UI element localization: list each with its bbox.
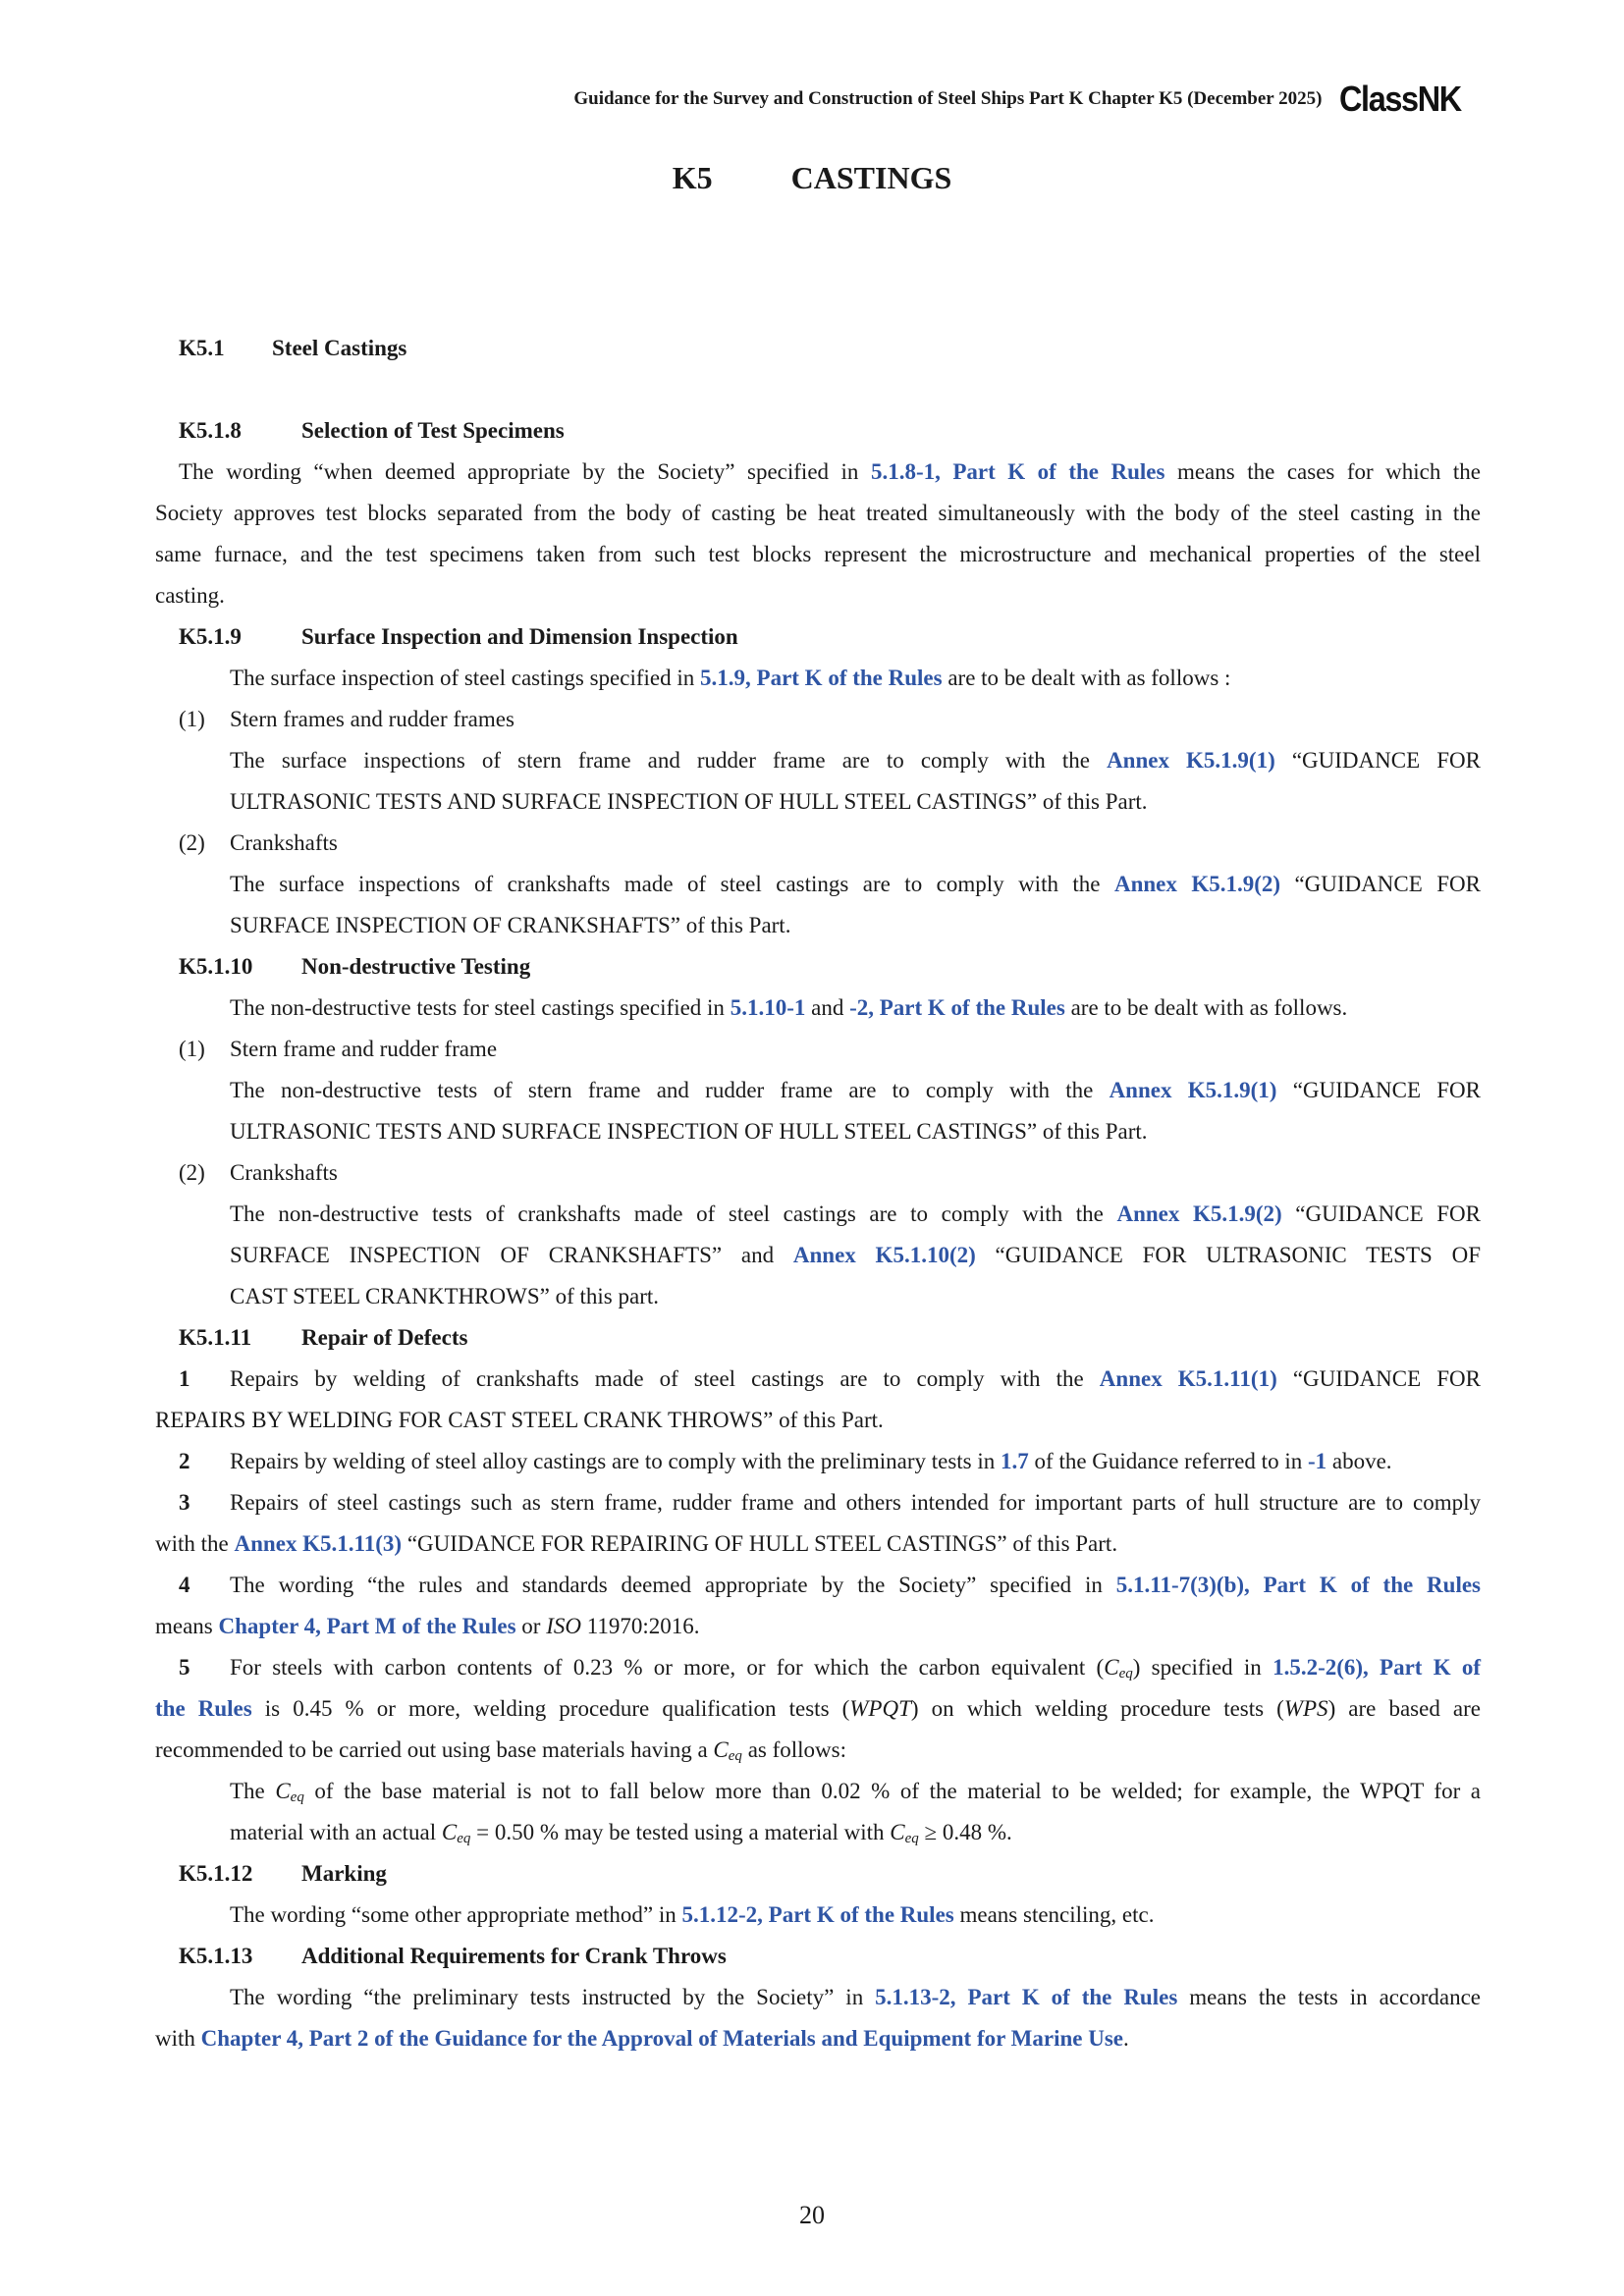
- paragraph-line: CAST STEEL CRANKTHROWS” of this part.: [230, 1284, 659, 1308]
- paragraph-line: the Rules is 0.45 % or more, welding procedure qualification tests (WPQT) on which welding procedure tests (WPS) are based are: [155, 1696, 1481, 1721]
- page-number: 20: [799, 2201, 825, 2229]
- paragraph-line: The wording “some other appropriate method” in 5.1.12-2, Part K of the Rules means stenciling, etc.: [230, 1902, 1155, 1927]
- subsection-heading-5112: K5.1.12 Marking: [179, 1861, 387, 1886]
- annex-link[interactable]: Annex K5.1.9(1): [1107, 748, 1275, 773]
- annex-link[interactable]: Annex K5.1.11(3): [234, 1531, 403, 1556]
- paragraph-line: 3 Repairs of steel castings such as stern frame, rudder frame and others intended for important parts of hull structure are to comply: [179, 1490, 1481, 1515]
- paragraph-line: same furnace, and the test specimens taken from such test blocks represent the microstructure and mechanical properties of the steel: [155, 542, 1481, 566]
- section-heading: [155, 328, 1481, 369]
- annex-link[interactable]: Annex K5.1.10(2): [792, 1243, 976, 1267]
- section-link[interactable]: 1.7: [1001, 1449, 1029, 1473]
- paragraph-line: REPAIRS BY WELDING FOR CAST STEEL CRANK THROWS” of this Part.: [155, 1408, 884, 1432]
- rules-link[interactable]: 5.1.12-2, Part K of the Rules: [681, 1902, 954, 1927]
- subsection-heading-5113: K5.1.13 Additional Requirements for Crank Throws: [179, 1944, 727, 1968]
- subsection-heading-5110: K5.1.10 Non-destructive Testing: [179, 954, 531, 979]
- rules-link[interactable]: 5.1.9, Part K of the Rules: [700, 666, 943, 690]
- paragraph-line: with the Annex K5.1.11(3) “GUIDANCE FOR REPAIRING OF HULL STEEL CASTINGS” of this Part.: [155, 1531, 1118, 1556]
- chapter-number: K5: [672, 160, 713, 195]
- subsection-title: Selection of Test Specimens: [301, 418, 565, 443]
- paragraph-line: The non-destructive tests of stern frame and rudder frame are to comply with the Annex K5.1.9(1) “GUIDANCE FOR: [230, 1078, 1481, 1102]
- section-link[interactable]: -1: [1307, 1449, 1327, 1473]
- paragraph-line: recommended to be carried out using base materials having a $C_{eq}$ as follows:: [155, 1737, 846, 1764]
- paragraph-line: The surface inspection of steel castings specified in 5.1.9, Part K of the Rules are to be dealt with as follows :: [230, 666, 1231, 690]
- rules-link[interactable]: 5.1.8-1, Part K of the Rules: [870, 459, 1165, 484]
- paragraph-line: 4 The wording “the rules and standards deemed appropriate by the Society” specified in 5.1.11-7(3)(b), Part K of the Rules: [179, 1573, 1481, 1597]
- paragraph-line: 5 For steels with carbon contents of 0.23 % or more, or for which the carbon equivalent $(C_{eq})$ specified in 1.5.2-2(6), Part K of: [179, 1655, 1482, 1682]
- paragraph-line: The wording “the preliminary tests instructed by the Society” in 5.1.13-2, Part K of the Rules means the tests in accordance: [230, 1985, 1481, 2009]
- rules-link[interactable]: -2, Part K of the Rules: [849, 995, 1065, 1020]
- paragraph-line: means Chapter 4, Part M of the Rules or ISO 11970:2016.: [155, 1614, 700, 1638]
- subsection-number: K5.1.8: [179, 418, 242, 443]
- paragraph-line: ULTRASONIC TESTS AND SURFACE INSPECTION OF HULL STEEL CASTINGS” of this Part.: [230, 1119, 1148, 1144]
- paragraph-line: SURFACE INSPECTION OF CRANKSHAFTS” of this Part.: [230, 913, 791, 937]
- subsection-heading-518: [155, 410, 1481, 452]
- annex-link[interactable]: Annex K5.1.11(1): [1099, 1366, 1277, 1391]
- paragraph-line: The wording “when deemed appropriate by the Society” specified in 5.1.8-1, Part K of the Rules means the cases for which the: [179, 459, 1481, 484]
- paragraph-line: material with an actual $C_{eq} = 0.50$ % may be tested using a material with $C_{eq} \ge 0.48$ %.: [230, 1820, 1012, 1846]
- list-item: (1) Stern frame and rudder frame: [179, 1037, 498, 1061]
- annex-link[interactable]: Annex K5.1.9(1): [1109, 1078, 1277, 1102]
- list-item: (2) Crankshafts: [179, 830, 338, 855]
- list-item: (2) Crankshafts: [179, 1160, 338, 1185]
- header-title: Guidance for the Survey and Construction of Steel Ships Part K Chapter K5 (December 2025): [573, 88, 1323, 109]
- annex-link[interactable]: Annex K5.1.9(2): [1116, 1201, 1282, 1226]
- subsection-heading-5111: K5.1.11 Repair of Defects: [179, 1325, 468, 1350]
- rules-link[interactable]: Chapter 4, Part M of the Rules: [218, 1614, 516, 1638]
- rules-link[interactable]: 1.5.2-2(6), Part K of: [1272, 1655, 1482, 1680]
- rules-link[interactable]: 5.1.11-7(3)(b), Part K of the Rules: [1115, 1573, 1481, 1597]
- chapter-name: CASTINGS: [790, 160, 952, 195]
- paragraph-line: 2 Repairs by welding of steel alloy castings are to comply with the preliminary tests in 1.7 of the Guidance referred to in -1 above.: [179, 1449, 1392, 1473]
- paragraph-line: The non-destructive tests for steel castings specified in 5.1.10-1 and -2, Part K of the Rules are to be dealt with as follows.: [230, 995, 1348, 1020]
- chapter-title: [0, 160, 1624, 196]
- paragraph-line: casting.: [155, 583, 225, 608]
- rules-link[interactable]: the Rules: [155, 1696, 252, 1721]
- paragraph-line: The non-destructive tests of crankshafts made of steel castings are to comply with the Annex K5.1.9(2) “GUIDANCE FOR: [230, 1201, 1481, 1226]
- running-header: [573, 79, 1475, 120]
- paragraph-line: Society approves test blocks separated from the body of casting be heat treated simultaneously with the body of the steel casting in the: [155, 501, 1481, 525]
- paragraph-line: 1 Repairs by welding of crankshafts made of steel castings are to comply with the Annex K5.1.11(1) “GUIDANCE FOR: [179, 1366, 1481, 1391]
- paragraph-line: ULTRASONIC TESTS AND SURFACE INSPECTION OF HULL STEEL CASTINGS” of this Part.: [230, 789, 1148, 814]
- rules-link[interactable]: 5.1.13-2, Part K of the Rules: [875, 1985, 1178, 2009]
- body-content: [155, 328, 1481, 2059]
- paragraph-line: The surface inspections of crankshafts made of steel castings are to comply with the Annex K5.1.9(2) “GUIDANCE FOR: [230, 872, 1481, 896]
- rules-link[interactable]: 5.1.10-1: [730, 995, 806, 1020]
- paragraph-line: with Chapter 4, Part 2 of the Guidance for the Approval of Materials and Equipment for Marine Use.: [155, 2026, 1129, 2051]
- section-title: Steel Castings: [272, 336, 407, 360]
- subsection-heading-519: K5.1.9 Surface Inspection and Dimension Inspection: [179, 624, 738, 649]
- classnk-logo: ClassNK: [1339, 79, 1462, 119]
- guidance-link[interactable]: Chapter 4, Part 2 of the Guidance for the Approval of Materials and Equipment for Marine Use: [200, 2026, 1123, 2051]
- paragraph-line: SURFACE INSPECTION OF CRANKSHAFTS” and Annex K5.1.10(2) “GUIDANCE FOR ULTRASONIC TESTS OF: [230, 1243, 1481, 1267]
- paragraph-line: The surface inspections of stern frame and rudder frame are to comply with the Annex K5.1.9(1) “GUIDANCE FOR: [230, 748, 1481, 773]
- section-number: K5.1: [179, 336, 225, 360]
- annex-link[interactable]: Annex K5.1.9(2): [1113, 872, 1281, 896]
- list-item: (1) Stern frames and rudder frames: [179, 707, 514, 731]
- paragraph-line: The $C_{eq}$ of the base material is not to fall below more than 0.02 % of the material to be welded; for example, the WPQT for a: [230, 1779, 1481, 1805]
